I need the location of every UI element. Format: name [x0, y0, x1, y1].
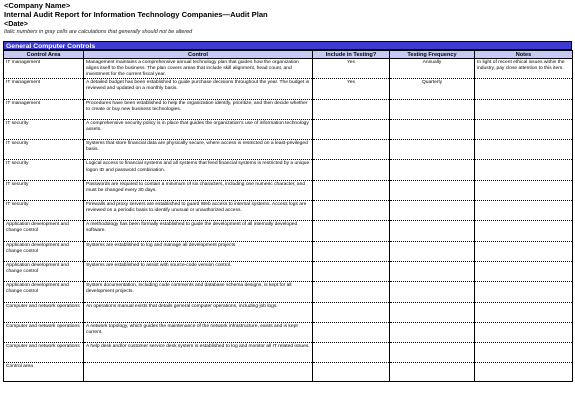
- include-cell[interactable]: [313, 302, 390, 322]
- report-title: Internal Audit Report for Information Technology Companies—Audit Plan: [4, 10, 268, 19]
- notes-cell[interactable]: [475, 180, 573, 200]
- notes-cell[interactable]: [475, 201, 573, 221]
- include-cell[interactable]: [313, 140, 390, 160]
- include-cell[interactable]: [313, 160, 390, 180]
- area-cell[interactable]: IT security: [4, 119, 84, 139]
- notes-cell[interactable]: [475, 140, 573, 160]
- notes-cell[interactable]: [475, 79, 573, 99]
- frequency-cell[interactable]: [390, 221, 475, 241]
- include-cell[interactable]: [313, 363, 390, 382]
- table-row: [4, 322, 573, 342]
- table-row: [4, 282, 573, 302]
- report-date: <Date>: [4, 19, 28, 28]
- table-row: [4, 343, 573, 363]
- column-header-notes[interactable]: Notes: [475, 51, 573, 59]
- column-header-row: [4, 51, 573, 59]
- frequency-cell[interactable]: [390, 180, 475, 200]
- control-cell[interactable]: An operations manual exists that details general computer operations, including job logs.: [84, 302, 313, 322]
- control-cell[interactable]: Procedures have been established to help the organization identify, prioritize, and then decide whether to create or buy new business technologies.: [84, 99, 313, 119]
- include-cell[interactable]: [313, 201, 390, 221]
- section-header: General Computer Controls: [3, 41, 572, 50]
- include-cell[interactable]: [313, 180, 390, 200]
- frequency-cell[interactable]: [390, 99, 475, 119]
- control-cell[interactable]: Management maintains a comprehensive annual technology plan that guides how the organization aligns itself to the business. The plan covers areas that include skill alignment, head count, and investment for the current fiscal year.: [84, 59, 313, 79]
- frequency-cell[interactable]: [390, 363, 475, 382]
- frequency-cell[interactable]: [390, 160, 475, 180]
- include-cell[interactable]: [313, 261, 390, 281]
- column-header-include-in-testing[interactable]: Include in Testing?: [313, 51, 390, 59]
- notes-cell[interactable]: [475, 261, 573, 281]
- area-cell[interactable]: IT security: [4, 180, 84, 200]
- control-cell[interactable]: Passwords are required to contain a minimum of six characters, including one numeric character, and must be changed every 30 days.: [84, 180, 313, 200]
- area-cell[interactable]: Computer and network operations: [4, 322, 84, 342]
- control-cell[interactable]: A help desk and/or customer service desk system is established to log and monitor all IT related issues.: [84, 343, 313, 363]
- table-row: [4, 363, 573, 382]
- control-cell[interactable]: Systems that store financial data are physically secure, where access is restricted on a least-privileged basis.: [84, 140, 313, 160]
- notes-cell[interactable]: [475, 119, 573, 139]
- table-row: [4, 59, 573, 79]
- table-row: [4, 79, 573, 99]
- area-cell[interactable]: Control area: [4, 363, 84, 382]
- company-name: <Company Name>: [4, 1, 71, 10]
- area-cell[interactable]: IT management: [4, 59, 84, 79]
- include-cell[interactable]: [313, 322, 390, 342]
- area-cell[interactable]: Computer and network operations: [4, 302, 84, 322]
- table-row: [4, 221, 573, 241]
- table-row: [4, 261, 573, 281]
- area-cell[interactable]: Application development and change control: [4, 261, 84, 281]
- frequency-cell[interactable]: [390, 282, 475, 302]
- area-cell[interactable]: IT management: [4, 79, 84, 99]
- table-row: [4, 302, 573, 322]
- include-cell[interactable]: [313, 99, 390, 119]
- frequency-cell[interactable]: [390, 140, 475, 160]
- control-cell[interactable]: A detailed budget has been established to guide purchase decisions throughout the year. The budget is reviewed and updated on a monthly basis.: [84, 79, 313, 99]
- area-cell[interactable]: Computer and network operations: [4, 343, 84, 363]
- notes-cell[interactable]: In light of recent ethical issues within the industry, pay close attention to this item.: [475, 59, 573, 79]
- table-row: [4, 201, 573, 221]
- include-cell[interactable]: [313, 119, 390, 139]
- include-cell[interactable]: [313, 282, 390, 302]
- frequency-cell[interactable]: [390, 343, 475, 363]
- frequency-cell[interactable]: [390, 261, 475, 281]
- frequency-cell[interactable]: [390, 322, 475, 342]
- control-cell[interactable]: [84, 363, 313, 382]
- control-cell[interactable]: A methodology has been formally established to guide the development of all internally developed software.: [84, 221, 313, 241]
- table-row: [4, 99, 573, 119]
- notes-cell[interactable]: [475, 363, 573, 382]
- include-cell[interactable]: [313, 221, 390, 241]
- area-cell[interactable]: Application development and change control: [4, 282, 84, 302]
- include-cell[interactable]: [313, 241, 390, 261]
- audit-plan-table: [3, 50, 573, 382]
- control-cell[interactable]: Logical access to financial systems and all systems that feed financial systems is restricted by a unique logon ID and password combination.: [84, 160, 313, 180]
- frequency-cell[interactable]: [390, 119, 475, 139]
- control-cell[interactable]: Systems are established to log and manage all development projects.: [84, 241, 313, 261]
- area-cell[interactable]: IT security: [4, 201, 84, 221]
- area-cell[interactable]: IT security: [4, 140, 84, 160]
- frequency-cell[interactable]: [390, 302, 475, 322]
- include-cell[interactable]: [313, 343, 390, 363]
- area-cell[interactable]: IT management: [4, 99, 84, 119]
- notes-cell[interactable]: [475, 282, 573, 302]
- frequency-cell[interactable]: Quarterly: [390, 79, 475, 99]
- frequency-cell[interactable]: [390, 201, 475, 221]
- table-row: [4, 160, 573, 180]
- control-cell[interactable]: A comprehensive security policy is in place that guides the organization’s use of information technology assets.: [84, 119, 313, 139]
- area-cell[interactable]: Application development and change control: [4, 221, 84, 241]
- area-cell[interactable]: IT security: [4, 160, 84, 180]
- frequency-cell[interactable]: Annually: [390, 59, 475, 79]
- notes-cell[interactable]: [475, 343, 573, 363]
- notes-cell[interactable]: [475, 221, 573, 241]
- control-cell[interactable]: System documentation, including code comments and database schema designs, is kept for all development projects.: [84, 282, 313, 302]
- column-header-testing-frequency[interactable]: Testing Frequency: [390, 51, 475, 59]
- notes-cell[interactable]: [475, 99, 573, 119]
- notes-cell[interactable]: [475, 302, 573, 322]
- frequency-cell[interactable]: [390, 241, 475, 261]
- notes-cell[interactable]: [475, 322, 573, 342]
- table-row: [4, 180, 573, 200]
- notes-cell[interactable]: [475, 160, 573, 180]
- notes-cell[interactable]: [475, 241, 573, 261]
- include-cell[interactable]: Yes: [313, 79, 390, 99]
- instruction-note: Italic numbers in gray cells are calculations that generally should not be altered: [4, 29, 193, 35]
- table-row: [4, 119, 573, 139]
- control-cell[interactable]: A network topology, which guides the maintenance of the network infrastructure, exists and is kept current.: [84, 322, 313, 342]
- include-cell[interactable]: Yes: [313, 59, 390, 79]
- control-cell[interactable]: Firewalls and proxy servers are established to guard Web access to internal systems. Access logs are reviewed on a periodic basis to identify unusual or unauthorized access.: [84, 201, 313, 221]
- area-cell[interactable]: Application development and change control: [4, 241, 84, 261]
- table-row: [4, 140, 573, 160]
- control-cell[interactable]: Systems are established to assist with source-code version control.: [84, 261, 313, 281]
- column-header-control[interactable]: Control: [84, 51, 313, 59]
- column-header-control-area[interactable]: Control Area: [4, 51, 84, 59]
- table-row: [4, 241, 573, 261]
